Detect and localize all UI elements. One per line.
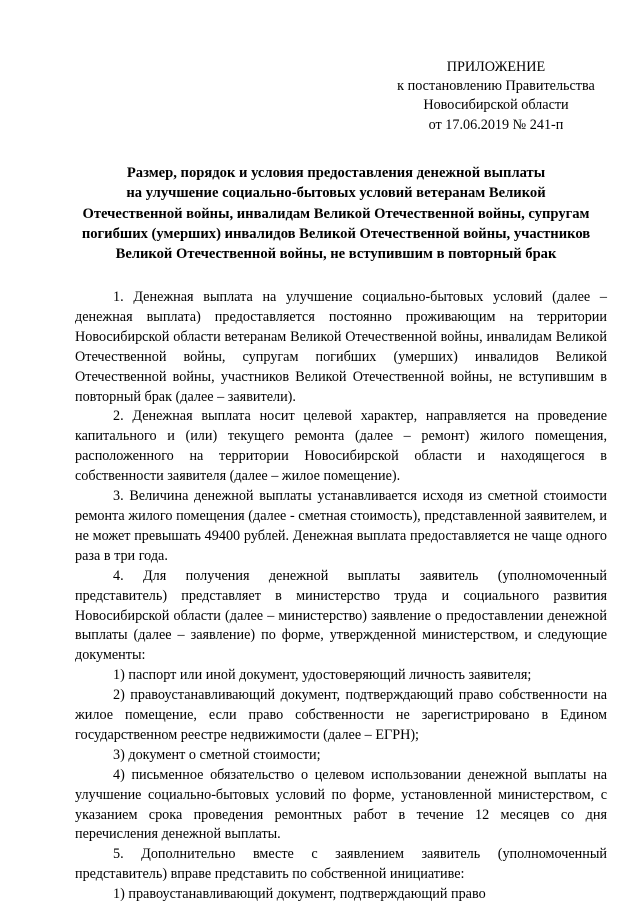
list-item-obligation: 4) письменное обязательство о целевом использовании денежной выплаты на улучшение социально-бытовых условий по форме, установленной министерством, с указанием срока проведения ремонтных работ в течение 12 месяцев со дня перечисления денежной выплаты. [75,766,607,843]
title-line: Великой Отечественной войны, не вступившим в повторный брак [115,246,557,263]
title-line: Отечественной войны, инвалидам Великой Отечественной войны, супругам [82,205,590,222]
appendix-date-number: от 17.06.2019 № 241-п [428,116,564,133]
list-item-estimate: 3) документ о сметной стоимости; [113,746,321,763]
appendix-header [386,58,606,135]
appendix-region-line: Новосибирской области [423,97,569,114]
appendix-title: ПРИЛОЖЕНИЕ [446,59,546,75]
list-item-title-document: 2) правоустанавливающий документ, подтверждающий право собственности на жилое помещение, если право собственности не зарегистрировано в Едином государственном реестре недвижимости (далее – ЕГРН); [75,687,607,743]
paragraph-3: 3. Величина денежной выплаты устанавливается исходя из сметной стоимости ремонта жилого помещения (далее - сметная стоимость), представленной заявителем, и не может превышать 49400 рублей. Денежная выплата предоставляется не чаще одного раза в три года. [75,488,607,564]
paragraph-2: 2. Денежная выплата носит целевой характер, направляется на проведение капитального и (или) текущего ремонта (далее – ремонт) жилого помещения, расположенного на территории Новосибирской области и находящегося в собственности заявителя (далее – жилое помещение). [75,408,607,485]
paragraph-1: 1. Денежная выплата на улучшение социально-бытовых условий (далее – денежная выплата) предоставляется постоянно проживающим на территории Новосибирской области ветеранам Великой Отечественной войны, инвалидам Великой Отечественной войны, супругам погибших (умерших) инвалидов Великой Отечественной войны, участников Великой Отечественной войны, не вступившим в повторный брак (далее – заявители). [75,289,607,405]
list-item-passport: 1) паспорт или иной документ, удостоверяющий личность заявителя; [113,667,532,684]
appendix-resolution-line: к постановлению Правительства [397,78,595,95]
paragraph-5: 5. Дополнительно вместе с заявлением заявитель (уполномоченный представитель) вправе представить по собственной инициативе: [75,846,607,883]
document-title [62,163,610,264]
title-line: Размер, порядок и условия предоставления денежной выплаты [126,165,546,181]
paragraph-4: 4. Для получения денежной выплаты заявитель (уполномоченный представитель) представляет в министерство труда и социального развития Новосибирской области (далее – министерство) заявление о предоставлении денежной выплаты (далее – заявление) по форме, утвержденной министерством, и следующие документы: [75,567,607,664]
list-item-title-document-optional: 1) правоустанавливающий документ, подтверждающий право [113,886,486,903]
title-line: погибших (умерших) инвалидов Великой Отечественной войны, участников [81,225,591,242]
title-line: на улучшение социально-бытовых условий ветеранам Великой [126,185,546,202]
document-body [75,288,607,905]
